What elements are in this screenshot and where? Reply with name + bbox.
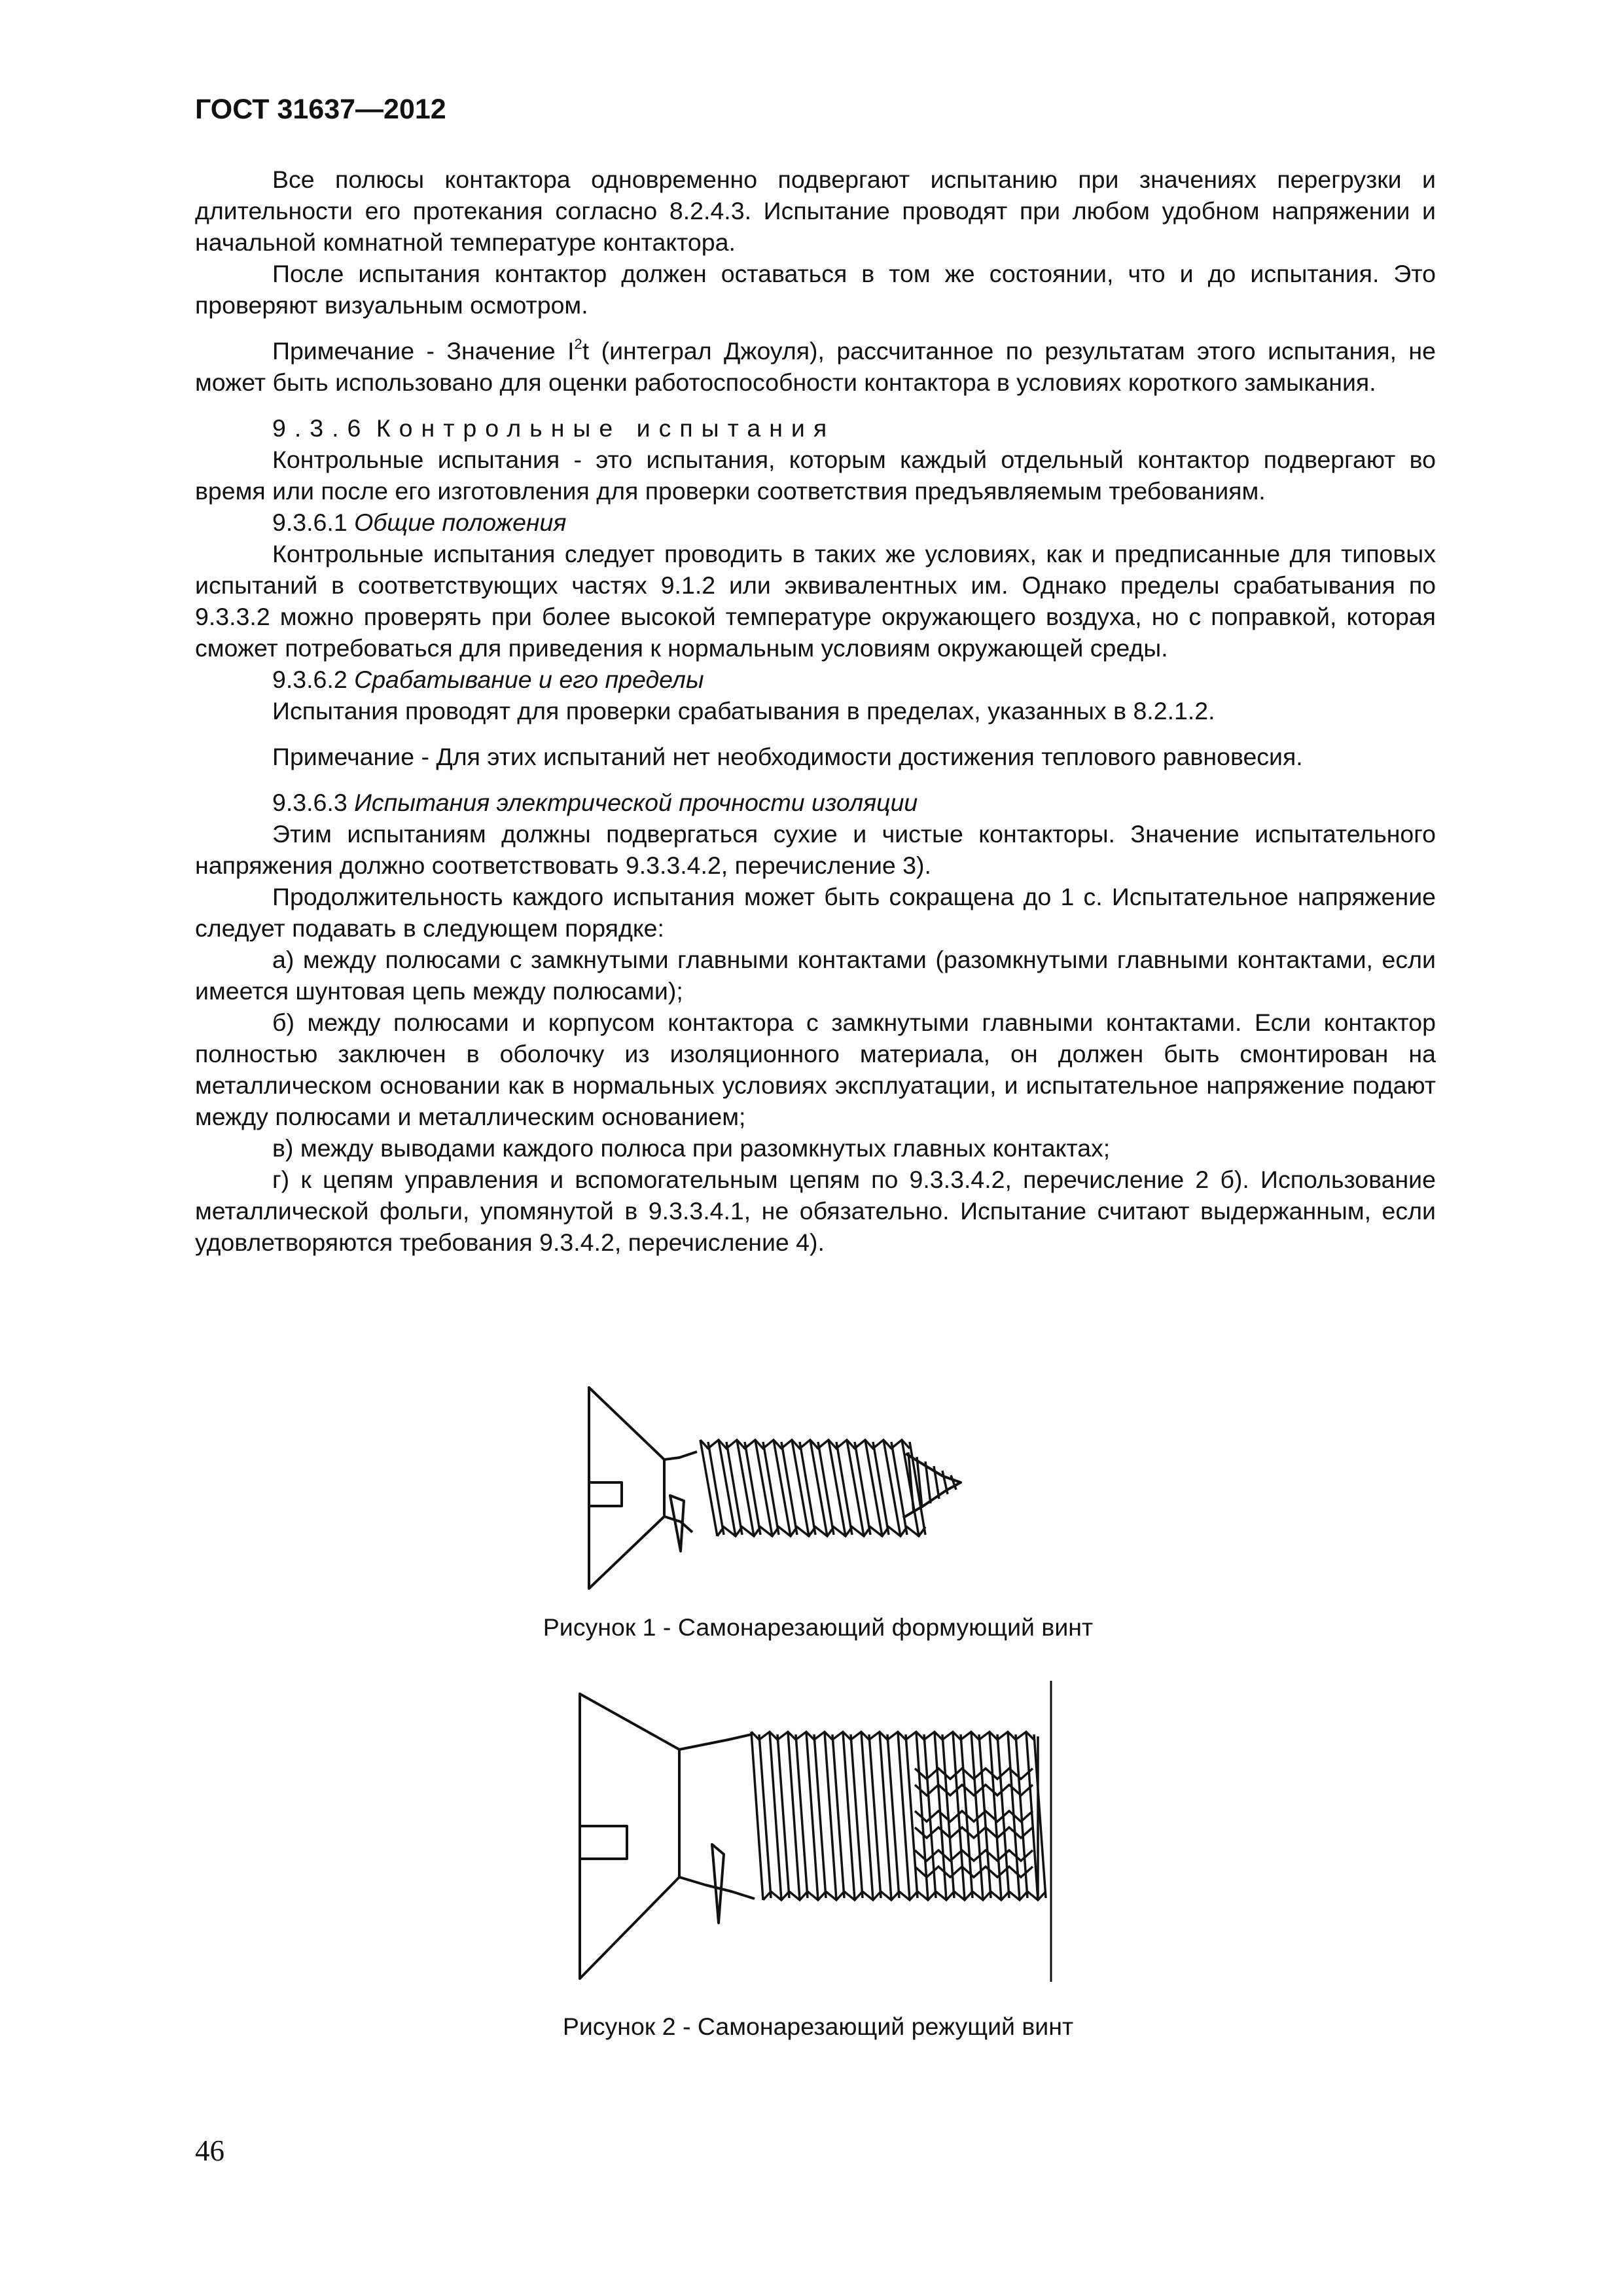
thread-crest-top [751, 1732, 1034, 1740]
screw-head-outline [589, 1388, 664, 1588]
paragraph: Контрольные испытания - это испытания, которым каждый отдельный контактор подвергают во время или после его изготовления для проверки соответствия предъявляемым требованиям. [195, 446, 1436, 505]
section-title: Срабатывание и его пределы [354, 666, 704, 693]
section-number: 9.3.6.3 [272, 789, 348, 816]
screw-shank-bottom [664, 1516, 692, 1532]
subsection-heading [195, 787, 1436, 818]
paragraph: Испытания проводят для проверки срабатывания в пределах, указанных в 8.2.1.2. [272, 697, 1215, 725]
paragraph: Контрольные испытания следует проводить в таких же условиях, как и предписанные для типовых испытаний в соответствующих частях 9.1.2 или эквивалентных им. Однако пределы срабатывания по 9.3.3.2 можно проверять при более высокой температуре окружающего воздуха, но с поправкой, которая сможет потребоваться для приведения к нормальным условиям окружающей среды. [195, 540, 1436, 662]
section-heading [195, 412, 1436, 444]
figure-2-caption: Рисунок 2 - Самонарезающий режущий винт [562, 2013, 1074, 2040]
screw-slot [590, 1482, 622, 1506]
superscript: 2 [574, 336, 582, 352]
thread-crest-bottom [717, 1527, 925, 1536]
subsection-heading [195, 664, 1436, 695]
list-item: г) к цепям управления и вспомогательным цепям по 9.3.3.4.2, перечисление 2 б). Использование металлической фольги, упомянутой в 9.3.3.4.1, не обязательно. Испытание считают выдержанным, если удовлетворяются требования 9.3.4.2, перечисление 4). [195, 1166, 1436, 1256]
slot-sliver [670, 1496, 684, 1551]
paragraph: Продолжительность каждого испытания может быть сокращена до 1 с. Испытательное напряжение следует подавать в следующем порядке: [195, 883, 1436, 942]
section-title: Общие положения [354, 509, 567, 536]
note-paragraph [195, 335, 1436, 398]
section-number: 9.3.6 [272, 414, 370, 442]
note-text: Примечание - Значение I [272, 337, 575, 365]
subsection-heading [195, 507, 1436, 538]
screw-head-outline [580, 1694, 679, 1979]
slot-sliver [712, 1844, 724, 1923]
list-item: б) между полюсами и корпусом контактора с замкнутыми главными контактами. Если контактор полностью заключен в оболочку из изоляционного материала, он должен быть смонтирован на металлическом основании как в нормальных условиях эксплуатации, и испытательное напряжение подают между полюсами и металлическим основанием; [195, 1009, 1436, 1130]
paragraph: Этим испытаниям должны подвергаться сухие и чистые контакторы. Значение испытательного напряжения должно соответствовать 9.3.3.4.2, перечисление 3). [195, 820, 1436, 879]
figure-1-caption: Рисунок 1 - Самонарезающий формующий винт [543, 1613, 1094, 1641]
page-number: 46 [195, 2134, 224, 2167]
flute-edge [915, 1785, 1033, 1795]
body-text [195, 164, 1436, 1258]
figure-1-forming-screw [582, 1378, 1054, 1594]
note-paragraph: Примечание - Для этих испытаний нет необходимости достижения теплового равновесия. [272, 743, 1303, 770]
section-title: Контрольные испытания [376, 414, 836, 442]
screw-slot [581, 1826, 627, 1859]
thread-crest-bottom [763, 1892, 1046, 1900]
paragraph: Все полюсы контактора одновременно подвергают испытанию при значениях перегрузки и длительности его протекания согласно 8.2.4.3. Испытание проводят при любом удобном напряжении и начальной комнатной температуре контактора. [195, 166, 1436, 256]
screw-shank-top [679, 1734, 751, 1749]
paragraph: После испытания контактор должен оставаться в том же состоянии, что и до испытания. Это проверяют визуальным осмотром. [195, 260, 1436, 319]
note-text: t (интеграл Джоуля), рассчитанное по результатам этого испытания, не может быть использовано для оценки работоспособности контактора в условиях короткого замыкания. [195, 337, 1436, 396]
figure-2-cutting-screw [575, 1674, 1072, 1982]
section-number: 9.3.6.1 [272, 509, 348, 536]
list-item: в) между выводами каждого полюса при разомкнутых главных контактах; [272, 1134, 1111, 1162]
list-item: а) между полюсами с замкнутыми главными контактами (разомкнутыми главными контактами, если имеется шунтовая цепь между полюсами); [195, 946, 1436, 1005]
screw-shank-top [664, 1452, 697, 1460]
thread-line [700, 1440, 717, 1536]
thread-crest-top [700, 1440, 910, 1448]
section-number: 9.3.6.2 [272, 666, 348, 693]
standard-header: ГОСТ 31637—2012 [195, 94, 446, 125]
section-title: Испытания электрической прочности изоляции [354, 789, 918, 816]
